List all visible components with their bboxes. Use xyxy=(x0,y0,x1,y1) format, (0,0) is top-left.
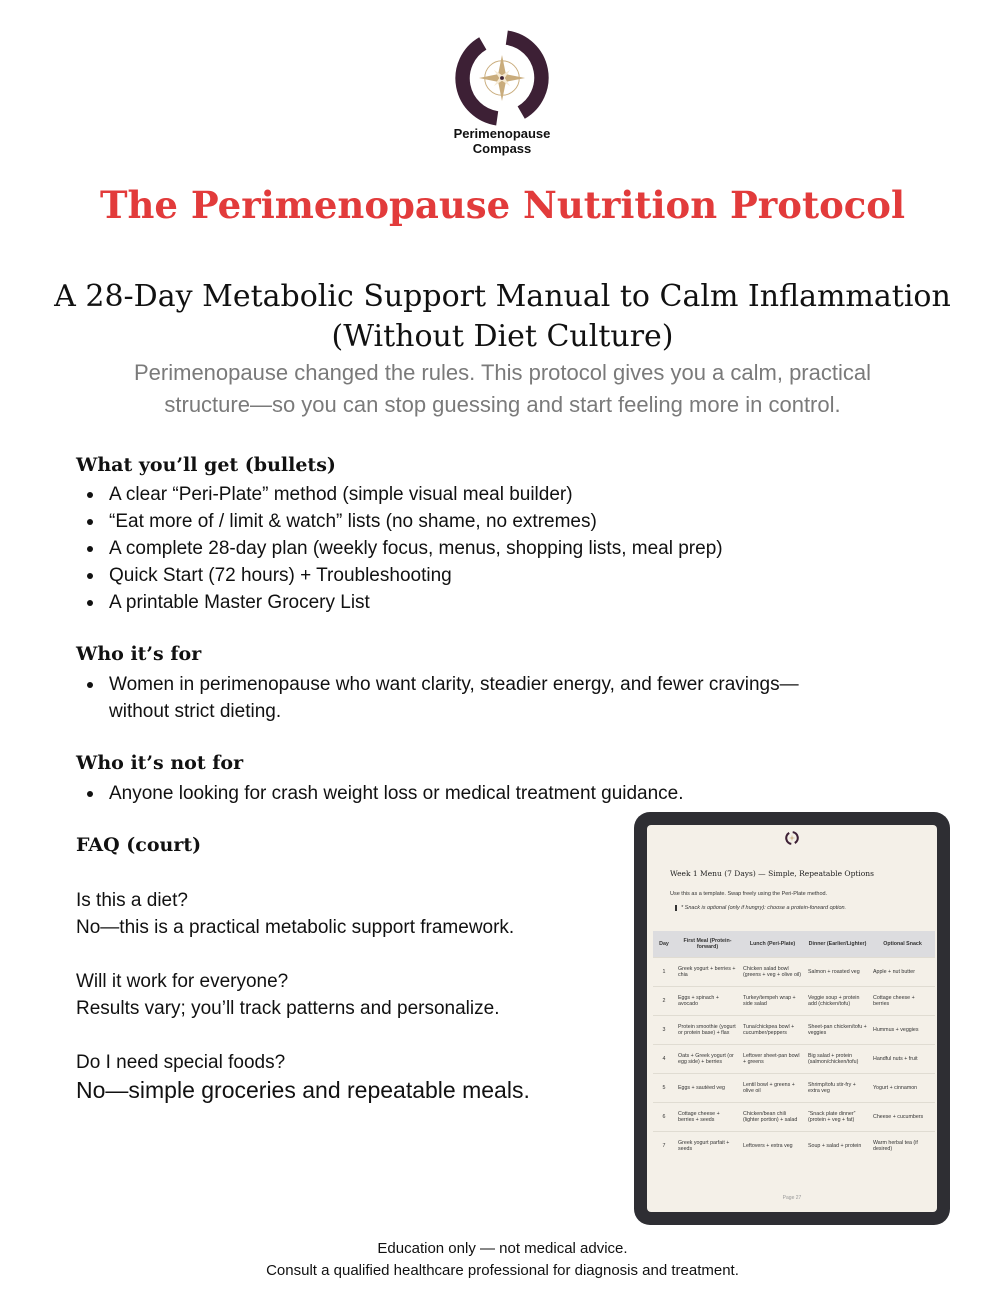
table-row xyxy=(653,1045,935,1074)
table-header-row xyxy=(653,931,935,958)
table-cell: Greek yogurt parfait + seeds xyxy=(675,1132,740,1161)
table-cell: Big salad + protein (salmon/chicken/tofu) xyxy=(805,1045,870,1074)
table-row xyxy=(653,1074,935,1103)
tablet-note: Use this as a template. Swap freely using the Peri-Plate method. xyxy=(670,891,828,897)
table-cell: Warm herbal tea (if desired) xyxy=(870,1132,935,1161)
subtitle-line1: A 28-Day Metabolic Support Manual to Calm Inflammation xyxy=(54,279,951,314)
column-header: Lunch (Peri-Plate) xyxy=(740,931,805,958)
table-row xyxy=(653,1016,935,1045)
table-cell: 2 xyxy=(653,987,675,1016)
column-header: Dinner (Earlier/Lighter) xyxy=(805,931,870,958)
table-cell: Oats + Greek yogurt (or egg side) + berries xyxy=(675,1045,740,1074)
tablet-mockup xyxy=(634,812,950,1225)
table-cell: Chicken salad bowl (greens + veg + olive oil) xyxy=(740,958,805,987)
column-header: Day xyxy=(653,931,675,958)
table-cell: Protein smoothie (yogurt or protein base) + flax xyxy=(675,1016,740,1045)
faq-question-2: Will it work for everyone? xyxy=(76,971,289,992)
table-cell: Shrimp/tofu stir-fry + extra veg xyxy=(805,1074,870,1103)
for-line1: Women in perimenopause who want clarity, steadier energy, and fewer cravings— xyxy=(109,674,799,695)
table-cell: Apple + nut butter xyxy=(870,958,935,987)
menu-table-body xyxy=(653,958,935,1161)
table-cell: Leftovers + extra veg xyxy=(740,1132,805,1161)
subtitle-line2: (Without Diet Culture) xyxy=(331,319,674,354)
table-cell: 5 xyxy=(653,1074,675,1103)
table-cell: 7 xyxy=(653,1132,675,1161)
table-cell: Cottage cheese + berries + seeds xyxy=(675,1103,740,1132)
table-row xyxy=(653,1132,935,1161)
page-title: The Perimenopause Nutrition Protocol xyxy=(99,183,906,227)
table-cell: Sheet-pan chicken/tofu + veggies xyxy=(805,1016,870,1045)
mini-logo-icon xyxy=(785,831,799,845)
table-row xyxy=(653,1103,935,1132)
table-cell: Chicken/bean chili (lighter portion) + salad xyxy=(740,1103,805,1132)
table-cell: Eggs + spinach + avocado xyxy=(675,987,740,1016)
list-item xyxy=(76,671,799,725)
table-cell: Handful nuts + fruit xyxy=(870,1045,935,1074)
table-cell: Cottage cheese + berries xyxy=(870,987,935,1016)
table-cell: 4 xyxy=(653,1045,675,1074)
table-cell: 6 xyxy=(653,1103,675,1132)
table-cell: Hummus + veggies xyxy=(870,1016,935,1045)
tablet-page-number: Page 27 xyxy=(782,1195,802,1201)
for-line2: without strict dieting. xyxy=(109,701,282,722)
table-cell: Greek yogurt + berries + chia xyxy=(675,958,740,987)
table-row xyxy=(653,987,935,1016)
faq-answer-2: Results vary; you’ll track patterns and personalize. xyxy=(76,998,500,1019)
list-item: “Eat more of / limit & watch” lists (no shame, no extremes) xyxy=(76,508,723,535)
not-for-list xyxy=(76,780,684,807)
list-item: Quick Start (72 hours) + Troubleshooting xyxy=(76,562,723,589)
table-cell: Yogurt + cinnamon xyxy=(870,1074,935,1103)
list-item: A printable Master Grocery List xyxy=(76,589,723,616)
faq-question-1: Is this a diet? xyxy=(76,890,188,911)
table-cell: 1 xyxy=(653,958,675,987)
footer-line1: Education only — not medical advice. xyxy=(377,1240,628,1257)
lead-line2: structure—so you can stop guessing and start feeling more in control. xyxy=(164,392,841,417)
table-cell: Veggie soup + protein add (chicken/tofu) xyxy=(805,987,870,1016)
list-item: A complete 28-day plan (weekly focus, menus, shopping lists, meal prep) xyxy=(76,535,723,562)
tablet-heading: Week 1 Menu (7 Days) — Simple, Repeatable Options xyxy=(670,869,874,878)
footer-line2: Consult a qualified healthcare professional for diagnosis and treatment. xyxy=(266,1262,739,1279)
faq-answer-3: No—simple groceries and repeatable meals. xyxy=(76,1077,530,1103)
menu-table xyxy=(653,931,935,1160)
table-cell: Salmon + roasted veg xyxy=(805,958,870,987)
brand-logo xyxy=(454,30,550,126)
table-cell: 3 xyxy=(653,1016,675,1045)
table-cell: Turkey/tempeh wrap + side salad xyxy=(740,987,805,1016)
section-heading-get: What you’ll get (bullets) xyxy=(76,454,336,476)
section-heading-not-for: Who it’s not for xyxy=(76,752,244,774)
table-cell: Lentil bowl + greens + olive oil xyxy=(740,1074,805,1103)
faq-answer-1: No—this is a practical metabolic support framework. xyxy=(76,917,515,938)
column-header: Optional Snack xyxy=(870,931,935,958)
table-cell: “Snack plate dinner” (protein + veg + fat) xyxy=(805,1103,870,1132)
lead-line1: Perimenopause changed the rules. This protocol gives you a calm, practical xyxy=(134,360,871,385)
for-list xyxy=(76,671,799,725)
column-header: First Meal (Protein-forward) xyxy=(675,931,740,958)
brand-name-line1: Perimenopause xyxy=(453,126,551,141)
table-cell: Eggs + sautéed veg xyxy=(675,1074,740,1103)
section-heading-for: Who it’s for xyxy=(76,643,202,665)
tablet-quote: * Snack is optional (only if hungry): choose a protein-forward option. xyxy=(675,905,846,911)
footer-disclaimer xyxy=(0,1238,1005,1282)
list-item: A clear “Peri-Plate” method (simple visual meal builder) xyxy=(76,481,723,508)
faq-question-3: Do I need special foods? xyxy=(76,1052,286,1073)
table-cell: Cheese + cucumbers xyxy=(870,1103,935,1132)
list-item: Anyone looking for crash weight loss or medical treatment guidance. xyxy=(76,780,684,807)
table-cell: Leftover sheet-pan bowl + greens xyxy=(740,1045,805,1074)
get-list xyxy=(76,481,723,616)
section-heading-faq: FAQ (court) xyxy=(76,834,202,856)
table-cell: Soup + salad + protein xyxy=(805,1132,870,1161)
tablet-screen xyxy=(647,825,937,1212)
brand-name-line2: Compass xyxy=(472,141,532,156)
table-row xyxy=(653,958,935,987)
table-cell: Tuna/chickpea bowl + cucumber/peppers xyxy=(740,1016,805,1045)
